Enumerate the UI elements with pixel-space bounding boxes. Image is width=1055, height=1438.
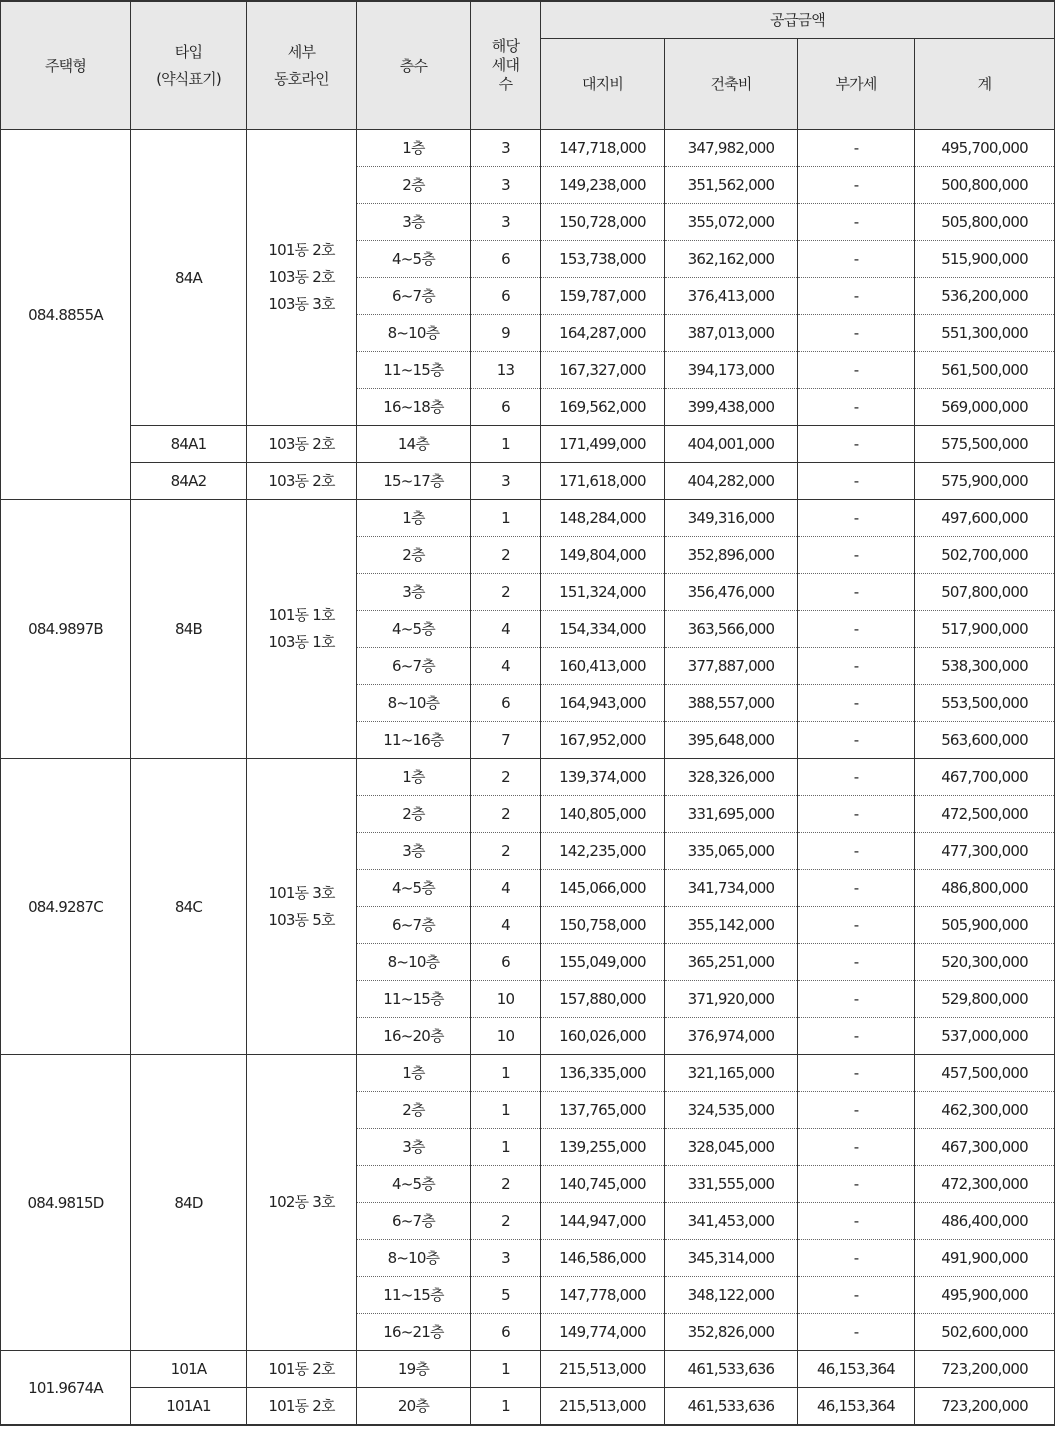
total-cell: 551,300,000 — [915, 315, 1055, 352]
building-cell: 394,173,000 — [665, 352, 798, 389]
land-cell: 137,765,000 — [541, 1092, 665, 1129]
land-cell: 171,499,000 — [541, 426, 665, 463]
total-cell: 536,200,000 — [915, 278, 1055, 315]
building-cell: 404,282,000 — [665, 463, 798, 500]
land-cell: 139,374,000 — [541, 759, 665, 796]
units-cell: 6 — [471, 1314, 541, 1351]
units-cell: 6 — [471, 944, 541, 981]
floor-cell: 1층 — [357, 759, 471, 796]
total-cell: 569,000,000 — [915, 389, 1055, 426]
total-cell: 486,800,000 — [915, 870, 1055, 907]
floor-cell: 15~17층 — [357, 463, 471, 500]
land-cell: 157,880,000 — [541, 981, 665, 1018]
vat-cell: - — [798, 389, 915, 426]
vat-cell: - — [798, 426, 915, 463]
total-cell: 505,800,000 — [915, 204, 1055, 241]
vat-cell: - — [798, 907, 915, 944]
vat-cell: - — [798, 611, 915, 648]
building-cell: 362,162,000 — [665, 241, 798, 278]
floor-cell: 3층 — [357, 833, 471, 870]
units-cell: 4 — [471, 648, 541, 685]
total-cell: 477,300,000 — [915, 833, 1055, 870]
table-row — [1, 1055, 1055, 1092]
vat-cell: - — [798, 722, 915, 759]
land-cell: 167,327,000 — [541, 352, 665, 389]
type-cell: 84A2 — [131, 463, 247, 500]
type-cell: 101A1 — [131, 1388, 247, 1426]
units-cell: 1 — [471, 1055, 541, 1092]
vat-cell: - — [798, 1055, 915, 1092]
units-cell: 2 — [471, 833, 541, 870]
vat-cell: - — [798, 981, 915, 1018]
units-cell: 2 — [471, 796, 541, 833]
floor-cell: 6~7층 — [357, 648, 471, 685]
units-cell: 10 — [471, 981, 541, 1018]
line-cell: 101동 1호 103동 1호 — [247, 500, 357, 759]
building-cell: 355,142,000 — [665, 907, 798, 944]
building-cell: 363,566,000 — [665, 611, 798, 648]
floor-cell: 6~7층 — [357, 278, 471, 315]
total-cell: 553,500,000 — [915, 685, 1055, 722]
vat-cell: - — [798, 685, 915, 722]
land-cell: 139,255,000 — [541, 1129, 665, 1166]
units-cell: 1 — [471, 426, 541, 463]
vat-cell: - — [798, 315, 915, 352]
vat-cell: - — [798, 130, 915, 167]
housing-type-cell: 084.9815D — [1, 1055, 131, 1351]
total-cell: 561,500,000 — [915, 352, 1055, 389]
table-row — [1, 500, 1055, 537]
land-cell: 159,787,000 — [541, 278, 665, 315]
vat-cell: - — [798, 204, 915, 241]
land-cell: 148,284,000 — [541, 500, 665, 537]
building-cell: 352,896,000 — [665, 537, 798, 574]
floor-cell: 20층 — [357, 1388, 471, 1426]
units-cell: 3 — [471, 204, 541, 241]
header-land: 대지비 — [541, 39, 665, 130]
vat-cell: - — [798, 1166, 915, 1203]
type-cell: 84C — [131, 759, 247, 1055]
units-cell: 10 — [471, 1018, 541, 1055]
building-cell: 321,165,000 — [665, 1055, 798, 1092]
floor-cell: 3층 — [357, 574, 471, 611]
total-cell: 520,300,000 — [915, 944, 1055, 981]
units-cell: 4 — [471, 907, 541, 944]
land-cell: 145,066,000 — [541, 870, 665, 907]
line-cell: 101동 2호 — [247, 1388, 357, 1426]
floor-cell: 8~10층 — [357, 1240, 471, 1277]
total-cell: 723,200,000 — [915, 1388, 1055, 1426]
floor-cell: 8~10층 — [357, 944, 471, 981]
total-cell: 500,800,000 — [915, 167, 1055, 204]
land-cell: 171,618,000 — [541, 463, 665, 500]
floor-cell: 11~16층 — [357, 722, 471, 759]
land-cell: 160,026,000 — [541, 1018, 665, 1055]
land-cell: 149,804,000 — [541, 537, 665, 574]
vat-cell: - — [798, 278, 915, 315]
floor-cell: 2층 — [357, 167, 471, 204]
floor-cell: 4~5층 — [357, 1166, 471, 1203]
land-cell: 140,805,000 — [541, 796, 665, 833]
total-cell: 575,900,000 — [915, 463, 1055, 500]
line-cell: 102동 3호 — [247, 1055, 357, 1351]
total-cell: 538,300,000 — [915, 648, 1055, 685]
building-cell: 388,557,000 — [665, 685, 798, 722]
housing-type-cell: 084.9287C — [1, 759, 131, 1055]
units-cell: 1 — [471, 1351, 541, 1388]
vat-cell: - — [798, 833, 915, 870]
building-cell: 328,045,000 — [665, 1129, 798, 1166]
header-total: 계 — [915, 39, 1055, 130]
land-cell: 160,413,000 — [541, 648, 665, 685]
line-cell: 103동 2호 — [247, 426, 357, 463]
total-cell: 507,800,000 — [915, 574, 1055, 611]
total-cell: 723,200,000 — [915, 1351, 1055, 1388]
land-cell: 154,334,000 — [541, 611, 665, 648]
total-cell: 563,600,000 — [915, 722, 1055, 759]
building-cell: 371,920,000 — [665, 981, 798, 1018]
table-row — [1, 1351, 1055, 1388]
line-cell: 101동 3호 103동 5호 — [247, 759, 357, 1055]
floor-cell: 2층 — [357, 796, 471, 833]
building-cell: 352,826,000 — [665, 1314, 798, 1351]
vat-cell: - — [798, 1129, 915, 1166]
vat-cell: - — [798, 1092, 915, 1129]
vat-cell: - — [798, 500, 915, 537]
land-cell: 147,718,000 — [541, 130, 665, 167]
table-row — [1, 759, 1055, 796]
total-cell: 502,600,000 — [915, 1314, 1055, 1351]
floor-cell: 8~10층 — [357, 315, 471, 352]
total-cell: 472,300,000 — [915, 1166, 1055, 1203]
units-cell: 4 — [471, 611, 541, 648]
land-cell: 150,728,000 — [541, 204, 665, 241]
units-cell: 1 — [471, 1092, 541, 1129]
housing-type-cell: 084.9897B — [1, 500, 131, 759]
building-cell: 365,251,000 — [665, 944, 798, 981]
floor-cell: 16~20층 — [357, 1018, 471, 1055]
floor-cell: 2층 — [357, 537, 471, 574]
total-cell: 575,500,000 — [915, 426, 1055, 463]
building-cell: 376,413,000 — [665, 278, 798, 315]
building-cell: 349,316,000 — [665, 500, 798, 537]
table-body — [1, 130, 1055, 1426]
land-cell: 215,513,000 — [541, 1388, 665, 1426]
units-cell: 2 — [471, 574, 541, 611]
units-cell: 6 — [471, 278, 541, 315]
floor-cell: 6~7층 — [357, 907, 471, 944]
vat-cell: - — [798, 870, 915, 907]
floor-cell: 3층 — [357, 204, 471, 241]
total-cell: 491,900,000 — [915, 1240, 1055, 1277]
land-cell: 144,947,000 — [541, 1203, 665, 1240]
total-cell: 515,900,000 — [915, 241, 1055, 278]
land-cell: 153,738,000 — [541, 241, 665, 278]
building-cell: 341,453,000 — [665, 1203, 798, 1240]
vat-cell: - — [798, 1277, 915, 1314]
land-cell: 155,049,000 — [541, 944, 665, 981]
header-type: 타입 (약식표기) — [131, 1, 247, 130]
floor-cell: 4~5층 — [357, 611, 471, 648]
floor-cell: 16~18층 — [357, 389, 471, 426]
units-cell: 6 — [471, 241, 541, 278]
vat-cell: 46,153,364 — [798, 1388, 915, 1426]
building-cell: 461,533,636 — [665, 1351, 798, 1388]
building-cell: 351,562,000 — [665, 167, 798, 204]
total-cell: 505,900,000 — [915, 907, 1055, 944]
building-cell: 355,072,000 — [665, 204, 798, 241]
vat-cell: - — [798, 537, 915, 574]
table-row — [1, 426, 1055, 463]
building-cell: 345,314,000 — [665, 1240, 798, 1277]
land-cell: 215,513,000 — [541, 1351, 665, 1388]
land-cell: 167,952,000 — [541, 722, 665, 759]
header-units: 해당 세대 수 — [471, 1, 541, 130]
vat-cell: - — [798, 463, 915, 500]
building-cell: 341,734,000 — [665, 870, 798, 907]
total-cell: 486,400,000 — [915, 1203, 1055, 1240]
units-cell: 3 — [471, 463, 541, 500]
total-cell: 467,700,000 — [915, 759, 1055, 796]
vat-cell: - — [798, 167, 915, 204]
units-cell: 6 — [471, 685, 541, 722]
building-cell: 335,065,000 — [665, 833, 798, 870]
building-cell: 356,476,000 — [665, 574, 798, 611]
building-cell: 347,982,000 — [665, 130, 798, 167]
total-cell: 495,900,000 — [915, 1277, 1055, 1314]
land-cell: 146,586,000 — [541, 1240, 665, 1277]
vat-cell: - — [798, 1018, 915, 1055]
floor-cell: 14층 — [357, 426, 471, 463]
floor-cell: 4~5층 — [357, 241, 471, 278]
units-cell: 3 — [471, 167, 541, 204]
vat-cell: - — [798, 241, 915, 278]
vat-cell: - — [798, 1203, 915, 1240]
units-cell: 4 — [471, 870, 541, 907]
header-supply-price: 공급금액 — [541, 1, 1055, 39]
building-cell: 404,001,000 — [665, 426, 798, 463]
floor-cell: 3층 — [357, 1129, 471, 1166]
vat-cell: - — [798, 1314, 915, 1351]
type-cell: 84A — [131, 130, 247, 426]
building-cell: 395,648,000 — [665, 722, 798, 759]
land-cell: 140,745,000 — [541, 1166, 665, 1203]
total-cell: 467,300,000 — [915, 1129, 1055, 1166]
total-cell: 497,600,000 — [915, 500, 1055, 537]
building-cell: 399,438,000 — [665, 389, 798, 426]
vat-cell: - — [798, 796, 915, 833]
floor-cell: 4~5층 — [357, 870, 471, 907]
total-cell: 457,500,000 — [915, 1055, 1055, 1092]
units-cell: 1 — [471, 500, 541, 537]
table-row — [1, 1388, 1055, 1426]
line-cell: 101동 2호 103동 2호 103동 3호 — [247, 130, 357, 426]
floor-cell: 16~21층 — [357, 1314, 471, 1351]
floor-cell: 11~15층 — [357, 1277, 471, 1314]
building-cell: 328,326,000 — [665, 759, 798, 796]
units-cell: 2 — [471, 1203, 541, 1240]
building-cell: 461,533,636 — [665, 1388, 798, 1426]
floor-cell: 19층 — [357, 1351, 471, 1388]
units-cell: 2 — [471, 759, 541, 796]
vat-cell: 46,153,364 — [798, 1351, 915, 1388]
type-cell: 84D — [131, 1055, 247, 1351]
header-floor: 층수 — [357, 1, 471, 130]
header-line: 세부 동호라인 — [247, 1, 357, 130]
total-cell: 495,700,000 — [915, 130, 1055, 167]
units-cell: 9 — [471, 315, 541, 352]
units-cell: 1 — [471, 1388, 541, 1426]
table-row — [1, 130, 1055, 167]
land-cell: 151,324,000 — [541, 574, 665, 611]
housing-type-cell: 084.8855A — [1, 130, 131, 500]
units-cell: 3 — [471, 130, 541, 167]
floor-cell: 11~15층 — [357, 352, 471, 389]
total-cell: 472,500,000 — [915, 796, 1055, 833]
building-cell: 387,013,000 — [665, 315, 798, 352]
total-cell: 529,800,000 — [915, 981, 1055, 1018]
total-cell: 462,300,000 — [915, 1092, 1055, 1129]
floor-cell: 11~15층 — [357, 981, 471, 1018]
header-housing-type: 주택형 — [1, 1, 131, 130]
type-cell: 84A1 — [131, 426, 247, 463]
type-cell: 101A — [131, 1351, 247, 1388]
units-cell: 6 — [471, 389, 541, 426]
units-cell: 2 — [471, 1166, 541, 1203]
floor-cell: 6~7층 — [357, 1203, 471, 1240]
floor-cell: 1층 — [357, 500, 471, 537]
units-cell: 2 — [471, 537, 541, 574]
total-cell: 537,000,000 — [915, 1018, 1055, 1055]
line-cell: 103동 2호 — [247, 463, 357, 500]
units-cell: 5 — [471, 1277, 541, 1314]
table-header — [1, 1, 1055, 130]
units-cell: 13 — [471, 352, 541, 389]
header-vat: 부가세 — [798, 39, 915, 130]
land-cell: 147,778,000 — [541, 1277, 665, 1314]
building-cell: 324,535,000 — [665, 1092, 798, 1129]
building-cell: 331,695,000 — [665, 796, 798, 833]
land-cell: 149,238,000 — [541, 167, 665, 204]
land-cell: 169,562,000 — [541, 389, 665, 426]
building-cell: 348,122,000 — [665, 1277, 798, 1314]
land-cell: 136,335,000 — [541, 1055, 665, 1092]
vat-cell: - — [798, 1240, 915, 1277]
units-cell: 3 — [471, 1240, 541, 1277]
units-cell: 1 — [471, 1129, 541, 1166]
floor-cell: 8~10층 — [357, 685, 471, 722]
land-cell: 164,943,000 — [541, 685, 665, 722]
vat-cell: - — [798, 352, 915, 389]
vat-cell: - — [798, 648, 915, 685]
land-cell: 150,758,000 — [541, 907, 665, 944]
floor-cell: 2층 — [357, 1092, 471, 1129]
units-cell: 7 — [471, 722, 541, 759]
vat-cell: - — [798, 574, 915, 611]
type-cell: 84B — [131, 500, 247, 759]
floor-cell: 1층 — [357, 130, 471, 167]
building-cell: 377,887,000 — [665, 648, 798, 685]
land-cell: 164,287,000 — [541, 315, 665, 352]
floor-cell: 1층 — [357, 1055, 471, 1092]
vat-cell: - — [798, 944, 915, 981]
total-cell: 517,900,000 — [915, 611, 1055, 648]
total-cell: 502,700,000 — [915, 537, 1055, 574]
table-row — [1, 463, 1055, 500]
header-building: 건축비 — [665, 39, 798, 130]
land-cell: 142,235,000 — [541, 833, 665, 870]
housing-type-cell: 101.9674A — [1, 1351, 131, 1426]
building-cell: 376,974,000 — [665, 1018, 798, 1055]
vat-cell: - — [798, 759, 915, 796]
building-cell: 331,555,000 — [665, 1166, 798, 1203]
line-cell: 101동 2호 — [247, 1351, 357, 1388]
land-cell: 149,774,000 — [541, 1314, 665, 1351]
